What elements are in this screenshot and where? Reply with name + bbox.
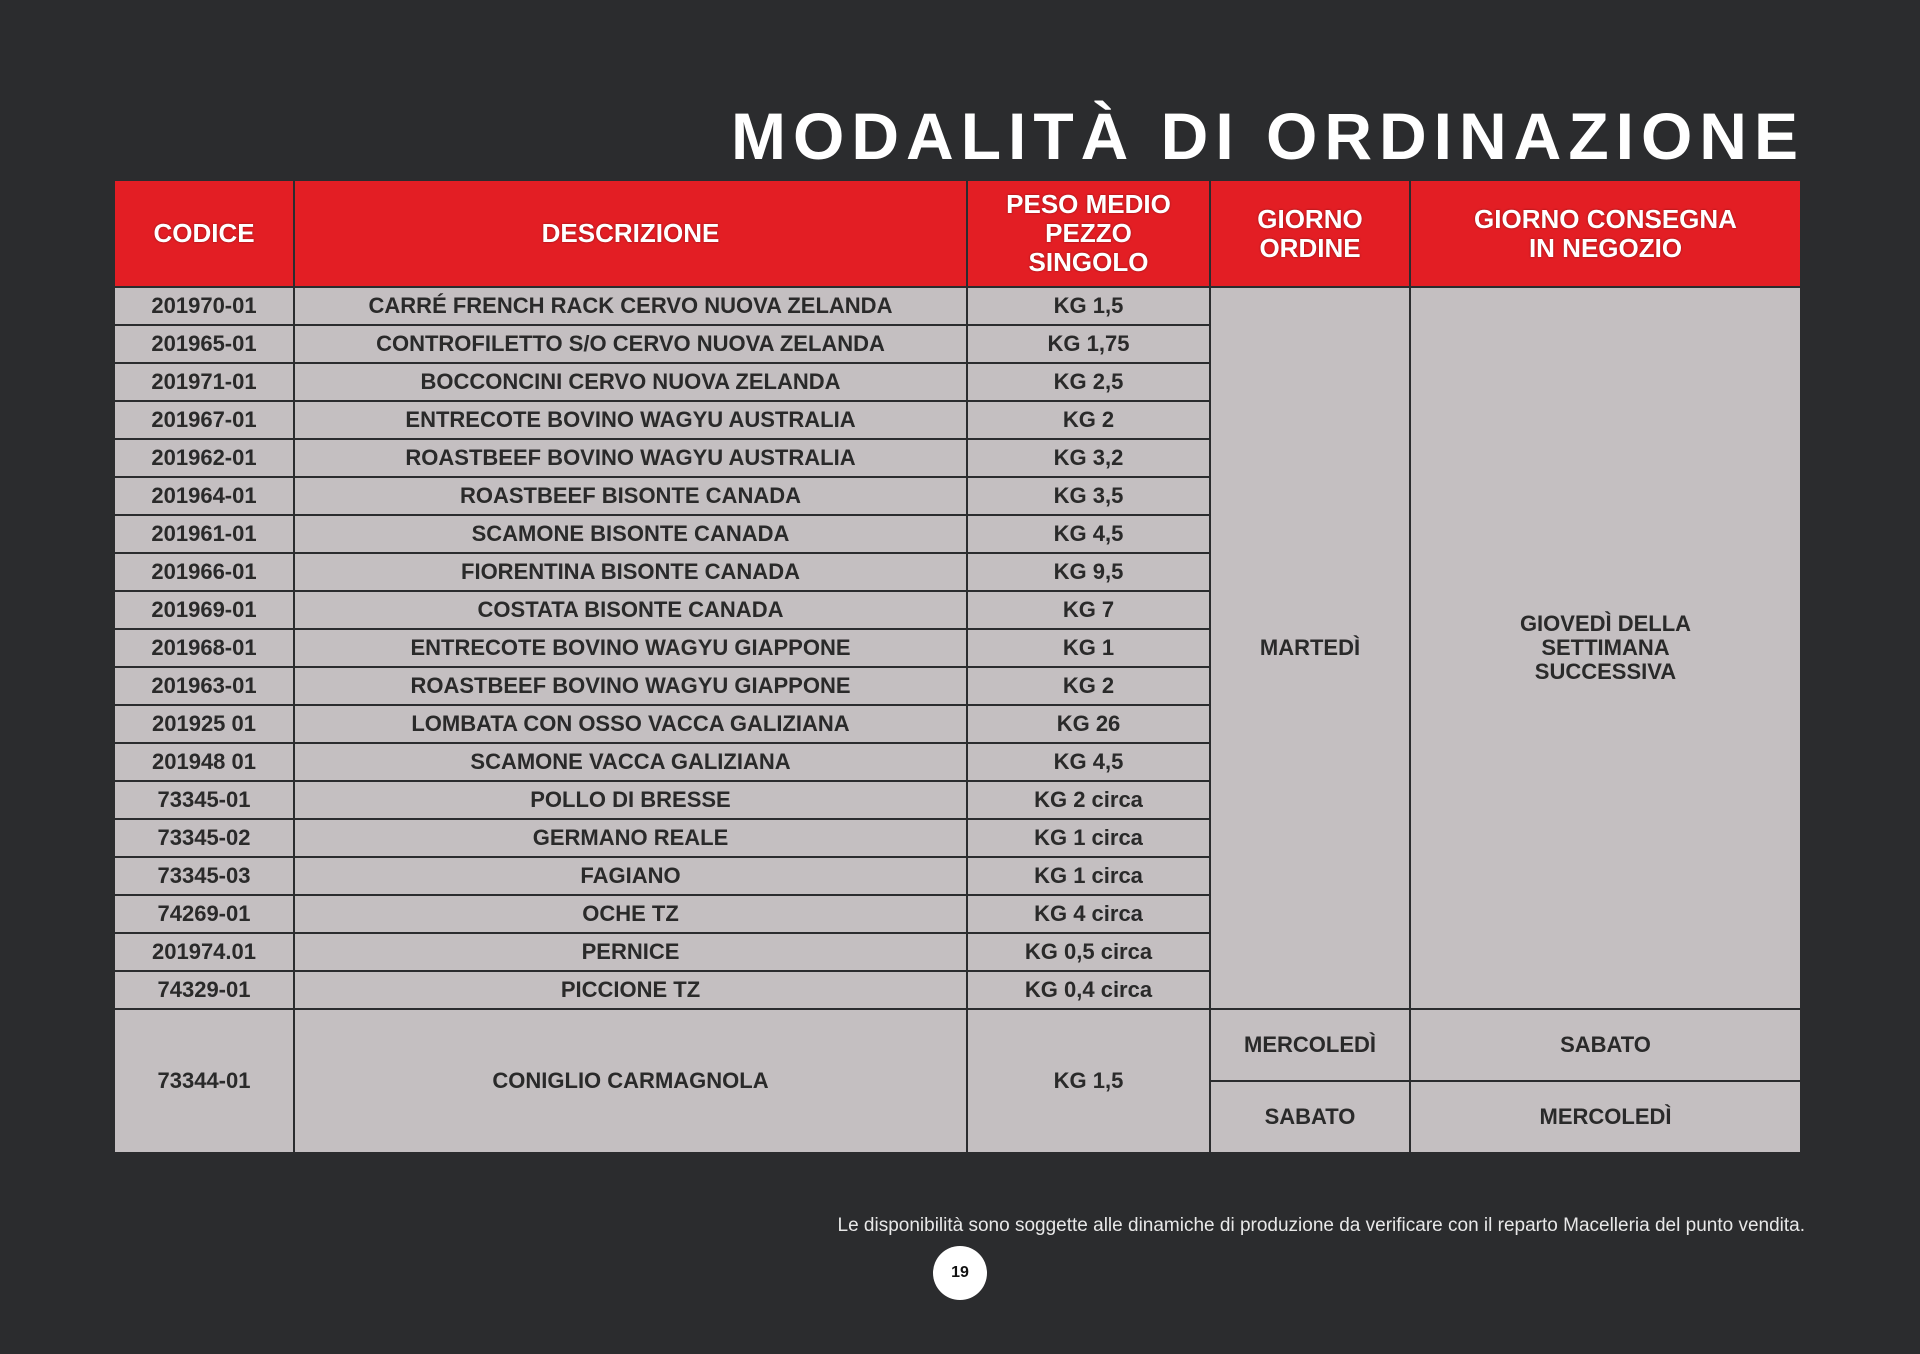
weight-cell: KG 1 circa bbox=[967, 819, 1210, 857]
code-cell: 74269-01 bbox=[114, 895, 294, 933]
weight-cell: KG 2 bbox=[967, 667, 1210, 705]
weight-cell: KG 0,5 circa bbox=[967, 933, 1210, 971]
weight-cell: KG 4 circa bbox=[967, 895, 1210, 933]
description-cell: POLLO DI BRESSE bbox=[294, 781, 967, 819]
weight-cell: KG 1,5 bbox=[967, 1009, 1210, 1153]
description-cell: PERNICE bbox=[294, 933, 967, 971]
description-cell: PICCIONE TZ bbox=[294, 971, 967, 1009]
description-cell: FIORENTINA BISONTE CANADA bbox=[294, 553, 967, 591]
code-cell: 73345-01 bbox=[114, 781, 294, 819]
header-code: CODICE bbox=[114, 180, 294, 287]
code-cell: 201967-01 bbox=[114, 401, 294, 439]
description-cell: ENTRECOTE BOVINO WAGYU GIAPPONE bbox=[294, 629, 967, 667]
weight-cell: KG 2 bbox=[967, 401, 1210, 439]
page-title: MODALITÀ DI ORDINAZIONE bbox=[731, 99, 1805, 173]
order-day-cell: SABATO bbox=[1210, 1081, 1410, 1153]
code-cell: 201963-01 bbox=[114, 667, 294, 705]
weight-cell: KG 2,5 bbox=[967, 363, 1210, 401]
description-cell: COSTATA BISONTE CANADA bbox=[294, 591, 967, 629]
description-cell: CONTROFILETTO S/O CERVO NUOVA ZELANDA bbox=[294, 325, 967, 363]
code-cell: 201948 01 bbox=[114, 743, 294, 781]
code-cell: 73344-01 bbox=[114, 1009, 294, 1153]
description-cell: CARRÉ FRENCH RACK CERVO NUOVA ZELANDA bbox=[294, 287, 967, 325]
weight-cell: KG 26 bbox=[967, 705, 1210, 743]
description-cell: SCAMONE BISONTE CANADA bbox=[294, 515, 967, 553]
code-cell: 201969-01 bbox=[114, 591, 294, 629]
description-cell: LOMBATA CON OSSO VACCA GALIZIANA bbox=[294, 705, 967, 743]
header-order-day: GIORNO ORDINE bbox=[1210, 180, 1410, 287]
description-cell: FAGIANO bbox=[294, 857, 967, 895]
weight-cell: KG 1 circa bbox=[967, 857, 1210, 895]
description-cell: ROASTBEEF BOVINO WAGYU AUSTRALIA bbox=[294, 439, 967, 477]
order-table bbox=[113, 179, 1802, 1154]
description-cell: ROASTBEEF BISONTE CANADA bbox=[294, 477, 967, 515]
description-cell: CONIGLIO CARMAGNOLA bbox=[294, 1009, 967, 1153]
delivery-day-cell: MERCOLEDÌ bbox=[1410, 1081, 1801, 1153]
weight-cell: KG 0,4 circa bbox=[967, 971, 1210, 1009]
order-day-cell: MERCOLEDÌ bbox=[1210, 1009, 1410, 1081]
description-cell: BOCCONCINI CERVO NUOVA ZELANDA bbox=[294, 363, 967, 401]
weight-cell: KG 3,2 bbox=[967, 439, 1210, 477]
weight-cell: KG 1,5 bbox=[967, 287, 1210, 325]
header-weight: PESO MEDIO PEZZO SINGOLO bbox=[967, 180, 1210, 287]
description-cell: OCHE TZ bbox=[294, 895, 967, 933]
code-cell: 73345-03 bbox=[114, 857, 294, 895]
code-cell: 73345-02 bbox=[114, 819, 294, 857]
table-header bbox=[114, 180, 1801, 287]
code-cell: 201970-01 bbox=[114, 287, 294, 325]
code-cell: 201962-01 bbox=[114, 439, 294, 477]
order-day-cell: MARTEDÌ bbox=[1210, 287, 1410, 1009]
header-description: DESCRIZIONE bbox=[294, 180, 967, 287]
weight-cell: KG 4,5 bbox=[967, 515, 1210, 553]
description-cell: SCAMONE VACCA GALIZIANA bbox=[294, 743, 967, 781]
code-cell: 201971-01 bbox=[114, 363, 294, 401]
weight-cell: KG 4,5 bbox=[967, 743, 1210, 781]
delivery-day-cell: GIOVEDÌ DELLA SETTIMANA SUCCESSIVA bbox=[1410, 287, 1801, 1009]
code-cell: 74329-01 bbox=[114, 971, 294, 1009]
description-cell: GERMANO REALE bbox=[294, 819, 967, 857]
footnote: Le disponibilità sono soggette alle dinamiche di produzione da verificare con il reparto Macelleria del punto vendita. bbox=[837, 1215, 1805, 1236]
code-cell: 201974.01 bbox=[114, 933, 294, 971]
weight-cell: KG 1,75 bbox=[967, 325, 1210, 363]
page-number: 19 bbox=[933, 1246, 987, 1300]
code-cell: 201961-01 bbox=[114, 515, 294, 553]
code-cell: 201968-01 bbox=[114, 629, 294, 667]
delivery-day-cell: SABATO bbox=[1410, 1009, 1801, 1081]
code-cell: 201966-01 bbox=[114, 553, 294, 591]
header-delivery-day: GIORNO CONSEGNA IN NEGOZIO bbox=[1410, 180, 1801, 287]
weight-cell: KG 7 bbox=[967, 591, 1210, 629]
table-row bbox=[114, 287, 1801, 325]
description-cell: ENTRECOTE BOVINO WAGYU AUSTRALIA bbox=[294, 401, 967, 439]
code-cell: 201925 01 bbox=[114, 705, 294, 743]
table-row bbox=[114, 1009, 1801, 1081]
weight-cell: KG 3,5 bbox=[967, 477, 1210, 515]
code-cell: 201964-01 bbox=[114, 477, 294, 515]
weight-cell: KG 9,5 bbox=[967, 553, 1210, 591]
code-cell: 201965-01 bbox=[114, 325, 294, 363]
weight-cell: KG 2 circa bbox=[967, 781, 1210, 819]
weight-cell: KG 1 bbox=[967, 629, 1210, 667]
description-cell: ROASTBEEF BOVINO WAGYU GIAPPONE bbox=[294, 667, 967, 705]
